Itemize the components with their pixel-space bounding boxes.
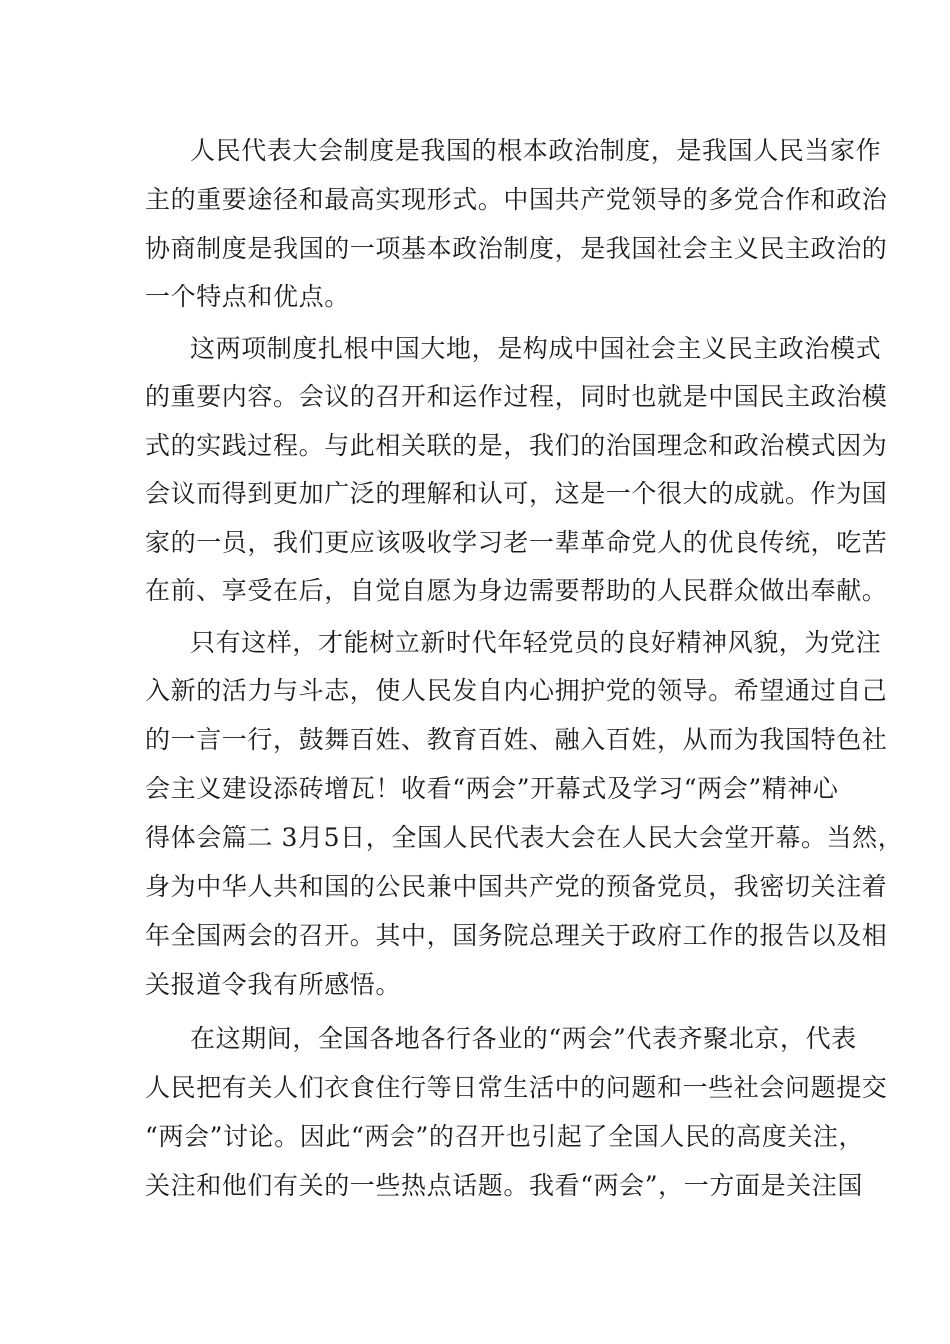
text-line: 协商制度是我国的一项基本政治制度，是我国社会主义民主政治的 [145, 234, 888, 263]
text-line: 这两项制度扎根中国大地，是构成中国社会主义民主政治模式 [190, 334, 882, 363]
text-line: 关注和他们有关的一些热点话题。我看“两会”，一方面是关注国 [145, 1171, 863, 1200]
text-line: 关报道令我有所感悟。 [145, 970, 402, 999]
text-line: “两会”讨论。因此“两会”的召开也引起了全国人民的高度关注， [145, 1122, 865, 1151]
text-line: 年全国两会的召开。其中，国务院总理关于政府工作的报告以及相 [145, 921, 888, 950]
text-line: 得体会篇二 3月5日，全国人民代表大会在人民大会堂开幕。当然， [145, 823, 904, 852]
text-line: 会主义建设添砖增瓦！收看“两会”开幕式及学习“两会”精神心 [145, 774, 839, 803]
text-line: 入新的活力与斗志，使人民发自内心拥护党的领导。希望通过自己 [145, 676, 888, 705]
text-line: 在这期间，全国各地各行各业的“两会”代表齐聚北京，代表 [190, 1024, 857, 1053]
text-line: 的一言一行，鼓舞百姓、教育百姓、融入百姓，从而为我国特色社 [145, 725, 888, 754]
text-line: 在前、享受在后，自觉自愿为身边需要帮助的人民群众做出奉献。 [145, 576, 888, 605]
text-line: 会议而得到更加广泛的理解和认可，这是一个很大的成就。作为国 [145, 479, 888, 508]
text-line: 人民把有关人们衣食住行等日常生活中的问题和一些社会问题提交 [145, 1073, 888, 1102]
text-line: 只有这样，才能树立新时代年轻党员的良好精神风貌，为党注 [190, 628, 882, 657]
text-line: 人民代表大会制度是我国的根本政治制度，是我国人民当家作 [190, 136, 882, 165]
text-line: 身为中华人共和国的公民兼中国共产党的预备党员，我密切关注着 [145, 872, 888, 901]
text-line: 主的重要途径和最高实现形式。中国共产党领导的多党合作和政治 [145, 185, 888, 214]
text-line: 一个特点和优点。 [145, 282, 350, 311]
text-line: 家的一员，我们更应该吸收学习老一辈革命党人的优良传统，吃苦 [145, 528, 888, 557]
text-line: 式的实践过程。与此相关联的是，我们的治国理念和政治模式因为 [145, 431, 888, 460]
text-line: 的重要内容。会议的召开和运作过程，同时也就是中国民主政治模 [145, 382, 888, 411]
